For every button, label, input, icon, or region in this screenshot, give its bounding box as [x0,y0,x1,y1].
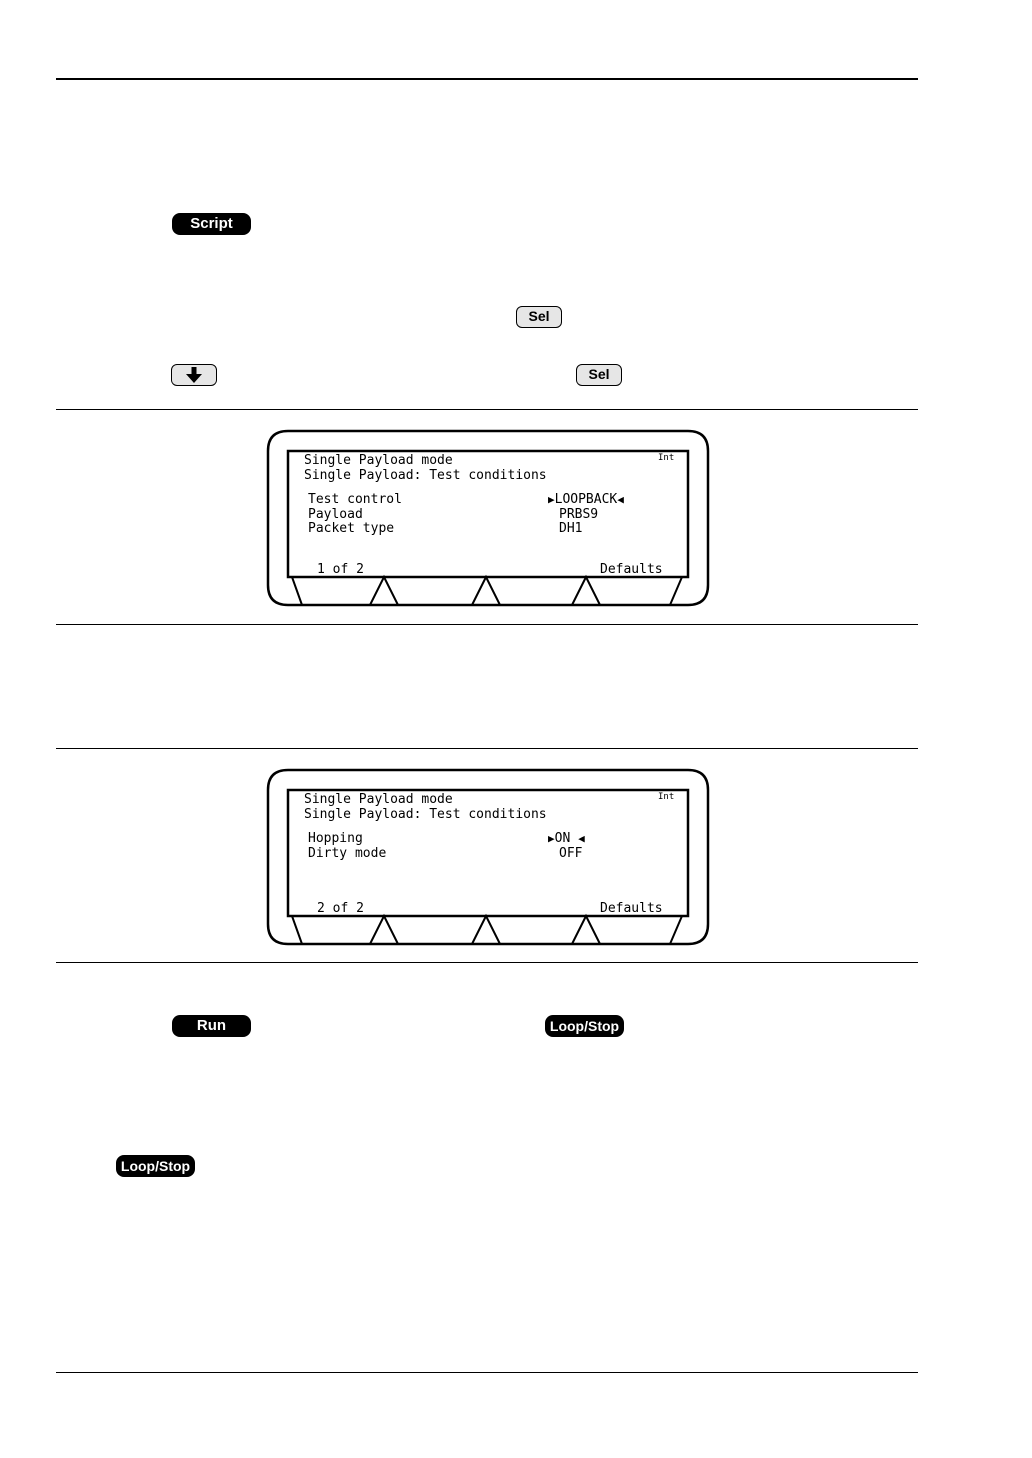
lcd-row-value-selected: ▶ON ◀ [548,831,585,846]
figure-rule-top-1 [56,409,918,410]
lcd-indicator: Int [658,792,675,802]
figure-rule-bottom-1 [56,624,918,625]
selector-left-icon: ◀ [578,832,585,845]
sel-key-2: Sel [576,364,622,386]
selector-right-icon: ▶ [548,832,555,845]
lcd-row-label: Test control [308,492,402,507]
lcd-row-value: PRBS9 [559,507,599,522]
script-key: Script [172,213,251,235]
footer-rule [56,1372,918,1373]
lcd-row-value: OFF [559,846,583,861]
selector-right-icon: ▶ [548,493,555,506]
figure-rule-top-2 [56,748,918,749]
figure-rule-bottom-2 [56,962,918,963]
loop-stop-key-2: Loop/Stop [116,1155,195,1177]
lcd-row-label: Payload [308,507,363,522]
lcd-defaults-softkey: Defaults [600,562,663,577]
selector-left-icon: ◀ [617,493,624,506]
lcd-screen-1 [266,429,710,609]
lcd-page-indicator: 2 of 2 [317,901,364,916]
lcd-row-label: Hopping [308,831,363,846]
lcd-screen-2 [266,768,710,948]
down-arrow-key [171,364,217,386]
header-rule [56,78,918,80]
lcd-mode-title: Single Payload mode [304,453,453,468]
lcd-row-label: Packet type [308,521,395,536]
lcd-subtitle: Single Payload: Test conditions [304,807,547,822]
down-arrow-icon [184,366,204,384]
lcd-row-value: DH1 [559,521,583,536]
lcd-indicator: Int [658,453,675,463]
lcd-page-indicator: 1 of 2 [317,562,364,577]
lcd-row-value-selected: ▶LOOPBACK◀ [548,492,624,507]
sel-key: Sel [516,306,562,328]
loop-stop-key: Loop/Stop [545,1015,624,1037]
lcd-defaults-softkey: Defaults [600,901,663,916]
lcd-mode-title: Single Payload mode [304,792,453,807]
lcd-row-label: Dirty mode [308,846,387,861]
lcd-subtitle: Single Payload: Test conditions [304,468,547,483]
run-key: Run [172,1015,251,1037]
